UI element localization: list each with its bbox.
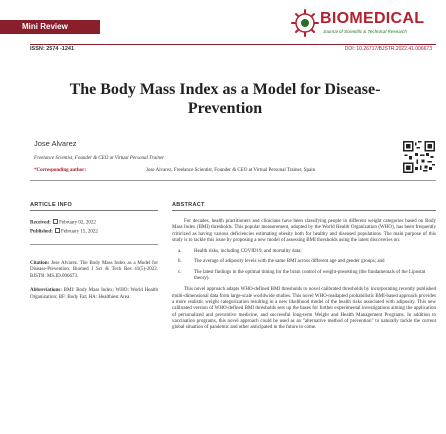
corresponding-author-text: Jose Alvarez, Freelance Scientist, Founder & CEO at Virtual Personal Trainer, Spain <box>146 168 316 173</box>
abstract-column <box>172 202 436 336</box>
biomedical-logo-icon <box>290 8 320 38</box>
section-divider <box>30 180 436 181</box>
journal-header <box>0 0 446 46</box>
abbreviations-text: BMI: Body Mass Index; WHO: World Health Organization; BF: Body Fat; HA: Healthiest Area <box>30 288 159 300</box>
list-item: c. The latest findings in the optimal timing for the brain control of weight-presetting (the fundamentals of the Lipostat theory). <box>178 269 426 282</box>
citation-text: Jose Alvarez. The Body Mass Index as a Model for Disease-Prevention. Biomed J Sci & Tech Res 41(5)-2022. BJSTR. MS.ID.006673. <box>30 261 159 279</box>
calendar-icon <box>55 228 60 233</box>
published-label: Published: <box>30 229 53 234</box>
abbreviations-label: Abbreviations: <box>30 288 62 294</box>
header-divider <box>30 44 436 45</box>
received-label: Received: <box>30 220 51 226</box>
author-affiliation: Freelance Scientist, Founder & CEO at Virtual Personal Trainer <box>34 156 165 161</box>
abbreviations <box>30 288 158 301</box>
received-value: February 02, 2022 <box>59 220 96 226</box>
received-date <box>30 219 158 228</box>
journal-logo[interactable] <box>290 6 440 40</box>
article-type-badge: Mini Review <box>0 20 100 34</box>
author-name: Jose Alvarez <box>34 139 77 148</box>
published-date <box>30 228 158 237</box>
article-info-heading: ARTICLE INFO <box>30 202 158 211</box>
citation-label: Citation: <box>30 261 50 266</box>
list-item: a. Health risks, including COVID19, and mortality data; <box>178 249 302 255</box>
article-info-column <box>30 202 158 301</box>
article-title: The Body Mass Index as a Model for Disease-Prevention <box>69 81 381 117</box>
list-item: b. The average of adiposity levels with the same BMI across different age and gender groups; and <box>178 259 385 265</box>
qr-code-icon[interactable] <box>403 141 435 173</box>
logo-wordmark: BIOMEDICAL <box>320 10 425 27</box>
calendar-icon <box>53 219 58 224</box>
published-value: February 15, 2022 <box>61 229 98 234</box>
info-divider <box>30 244 158 245</box>
issn: ISSN: 2574 -1241 <box>30 46 75 52</box>
logo-subtitle: Journal of Scientific & Technical Research <box>323 29 407 34</box>
abstract-paragraph-2: This novel approach adapts WHO-defined BMI thresholds to novel calibrated thresholds by incorporating recently published multi-dimensional data from large-scale worldwide studies. This novel WHO-readapted probabilistic BMI-based approach provides a more realistic weight categorization resulting in a new likelihood model of the health risks associated with adiposity. This new calibrated version of WHO-defined BMI thresholds sets up the bases for further experimental investigations aiming the application of personalized and preventive medicine, and successful long-term Weight and Health Management Programs. In addition to vaccination programs, this novel approach could be used as an "alternative method of prevention" to naturally tackle the current global situation of pandemic and other anticipated in the future to come. <box>172 287 436 331</box>
doi-link[interactable]: DOI: 10.26717/BJSTR.2022.41.006673 <box>344 46 432 52</box>
abstract-list <box>172 249 436 282</box>
abstract-heading: ABSTRACT <box>172 202 436 211</box>
citation <box>30 261 158 280</box>
abstract-paragraph-1: For decades, health practitioners and clinicians have been classifying people in different weight categories based on Body Mass Index (BMI) thresholds. This popular measurement, adopted by the World Health Organization (WHO), has been frequently criticized as having various deficiencies estimating obesity both for healthy and diseased populations. The main purpose of this study is to tackle this issue by proposing a new model of assessing BMI thresholds using the latest discoveries on: <box>172 219 436 243</box>
corresponding-author-label: *Corresponding author: <box>34 168 86 173</box>
